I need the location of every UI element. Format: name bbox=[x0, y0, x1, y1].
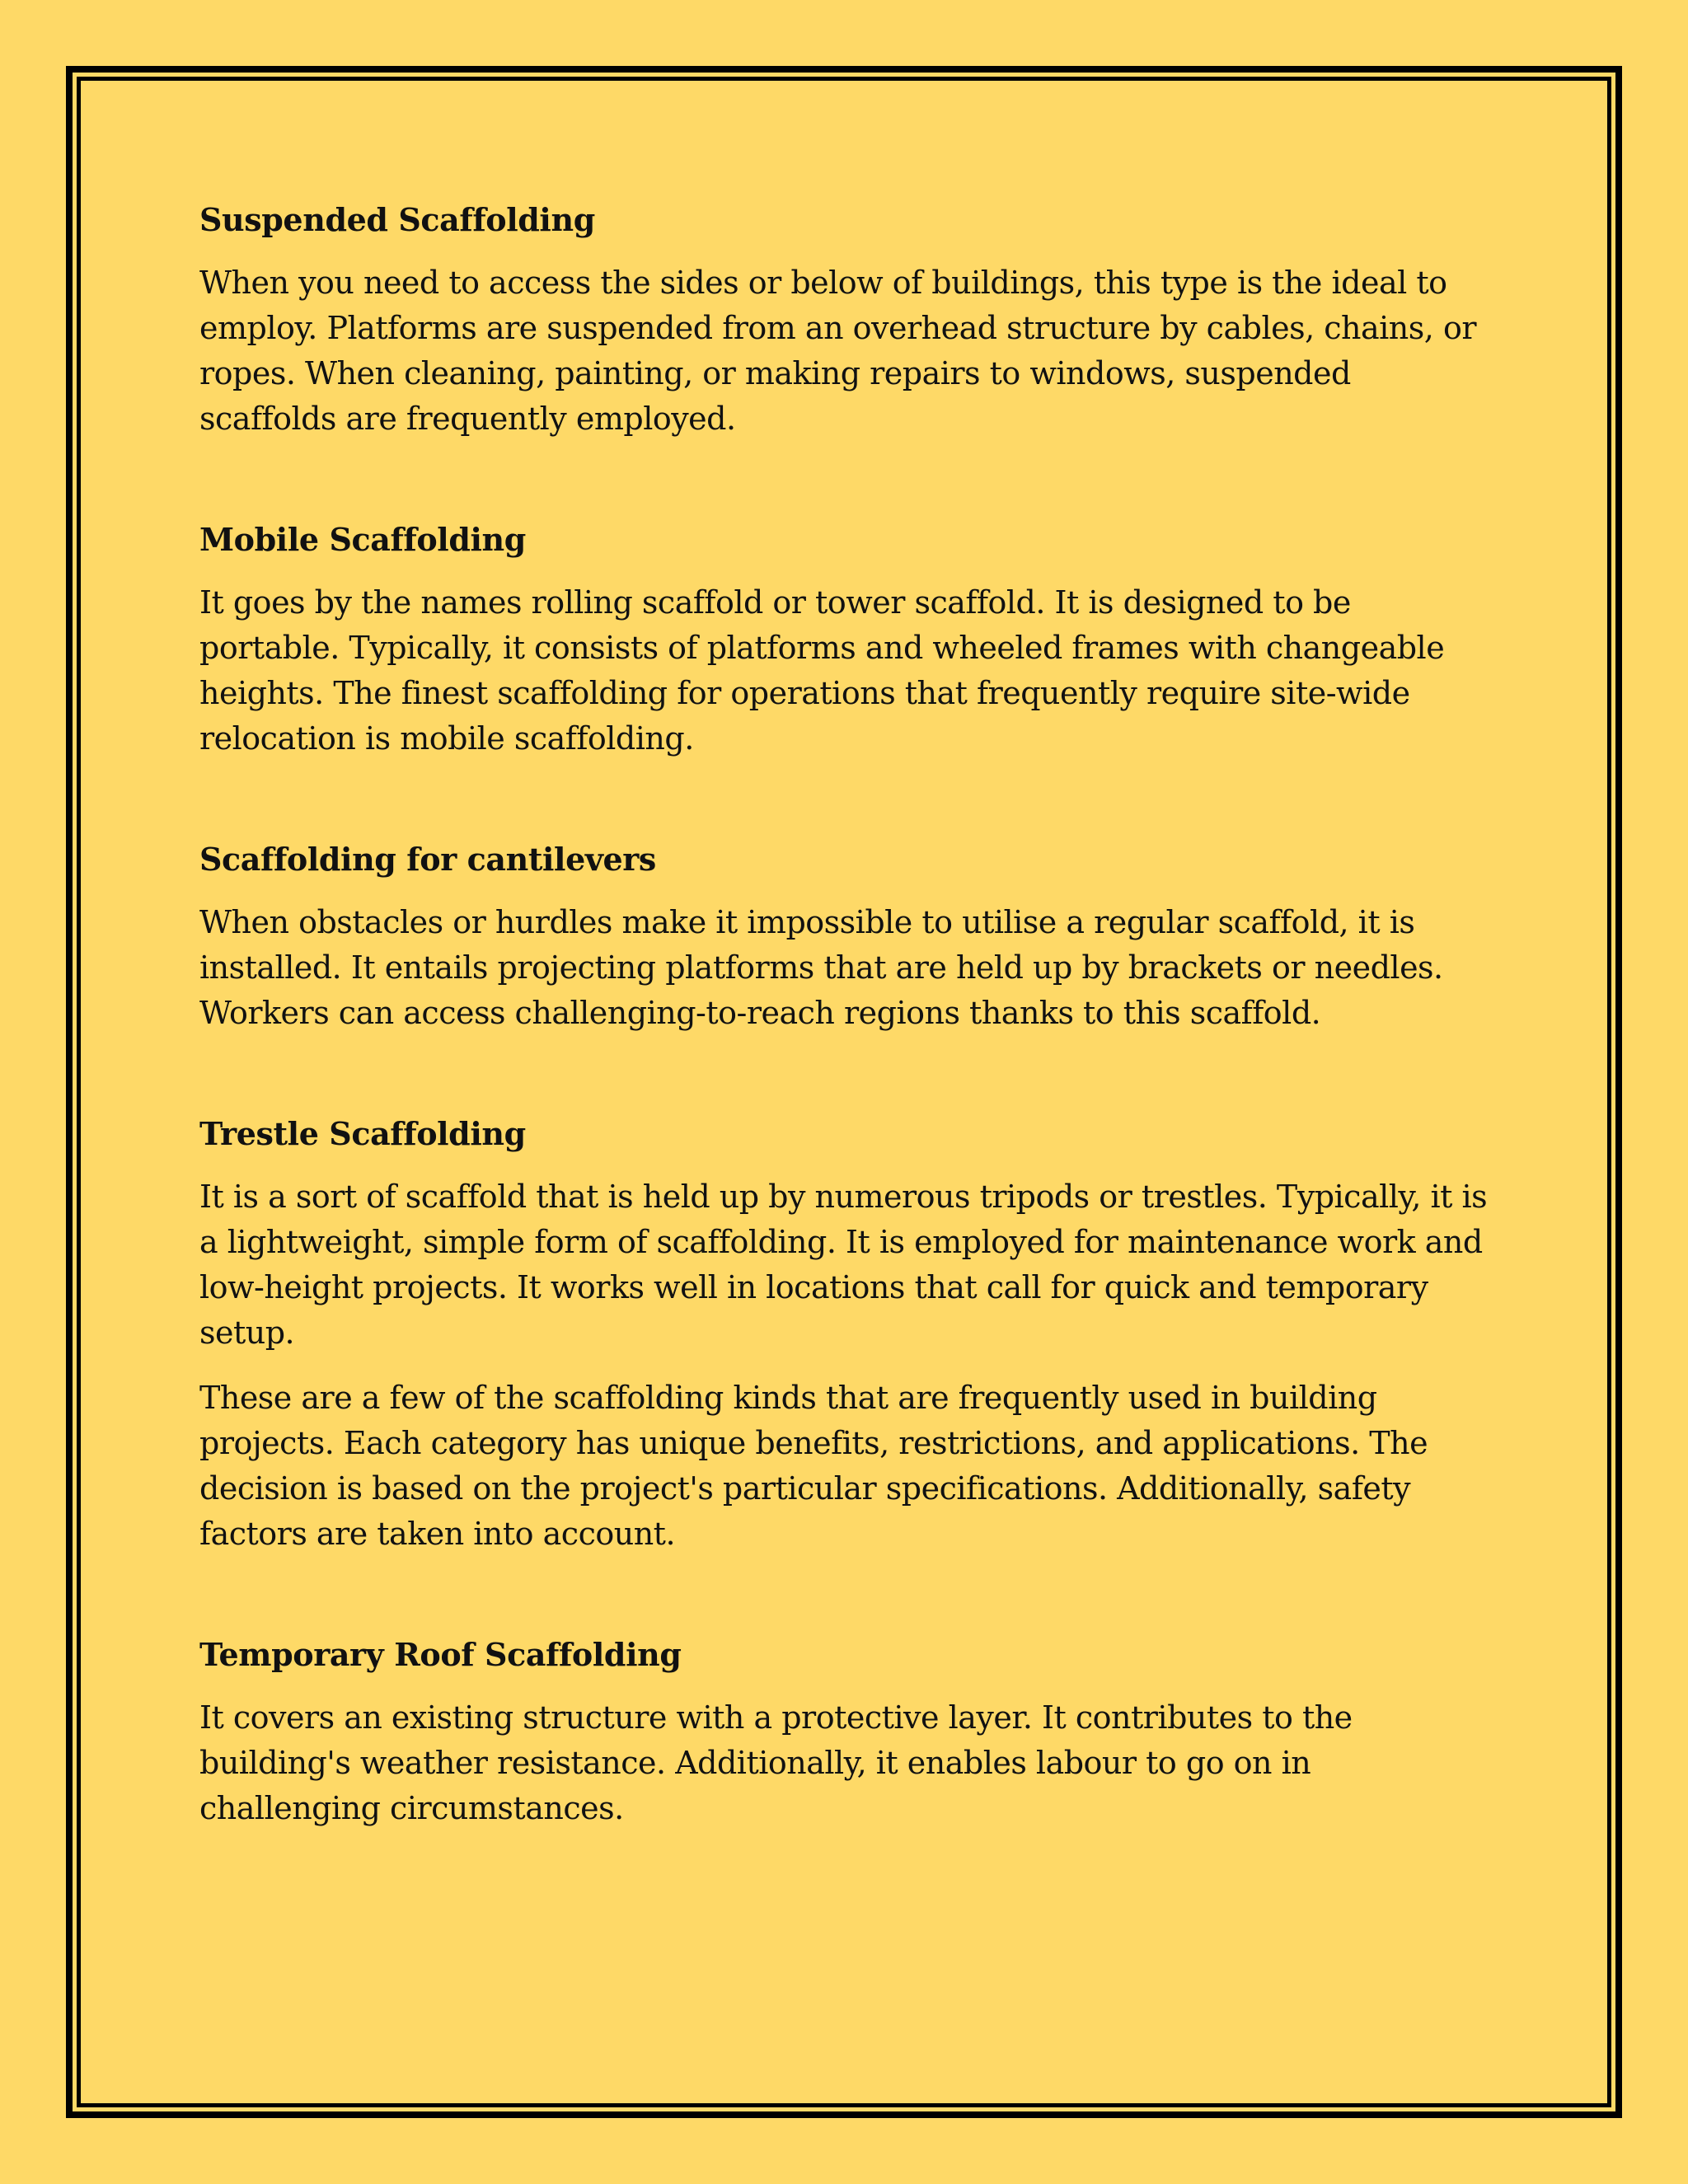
section-heading: Scaffolding for cantilevers bbox=[199, 841, 656, 878]
summary-paragraph: These are a few of the scaffolding kinds that are frequently used in building projects. Each category has unique benefits, restrictions, and applications. The decision is based on the project's particular specifications. Additionally, safety factors are taken into account. bbox=[199, 1380, 1428, 1552]
section-heading: Trestle Scaffolding bbox=[199, 1115, 526, 1152]
section-trestle-scaffolding bbox=[199, 1112, 1493, 1557]
section-temporary-roof-scaffolding bbox=[199, 1633, 1493, 1831]
section-heading: Suspended Scaffolding bbox=[199, 201, 595, 238]
section-heading: Temporary Roof Scaffolding bbox=[199, 1636, 682, 1673]
section-cantilever-scaffolding bbox=[199, 837, 1493, 1036]
document-body bbox=[199, 198, 1493, 1851]
section-suspended-scaffolding bbox=[199, 198, 1493, 442]
section-paragraph: When obstacles or hurdles make it impossible to utilise a regular scaffold, it is installed. It entails projecting platforms that are held up by brackets or needles. Workers can access challenging-to-reach regions thanks to this scaffold. bbox=[199, 904, 1443, 1031]
section-paragraph: It covers an existing structure with a protective layer. It contributes to the building's weather resistance. Additionally, it enables labour to go on in challenging circumstances. bbox=[199, 1699, 1353, 1826]
section-paragraph: When you need to access the sides or below of buildings, this type is the ideal to employ. Platforms are suspended from an overhead structure by cables, chains, or ropes. When cleaning, painting, or making repairs to windows, suspended scaffolds are frequently employed. bbox=[199, 265, 1476, 437]
section-mobile-scaffolding bbox=[199, 518, 1493, 762]
section-paragraph: It goes by the names rolling scaffold or tower scaffold. It is designed to be portable. Typically, it consists of platforms and wheeled frames with changeable heights. The finest scaffolding for operations that frequently require site-wide relocation is mobile scaffolding. bbox=[199, 584, 1445, 757]
section-heading: Mobile Scaffolding bbox=[199, 521, 526, 558]
section-paragraph: It is a sort of scaffold that is held up by numerous tripods or trestles. Typically, it is a lightweight, simple form of scaffolding. It is employed for maintenance work and low-height projects. It works well in locations that call for quick and temporary setup. bbox=[199, 1179, 1488, 1351]
